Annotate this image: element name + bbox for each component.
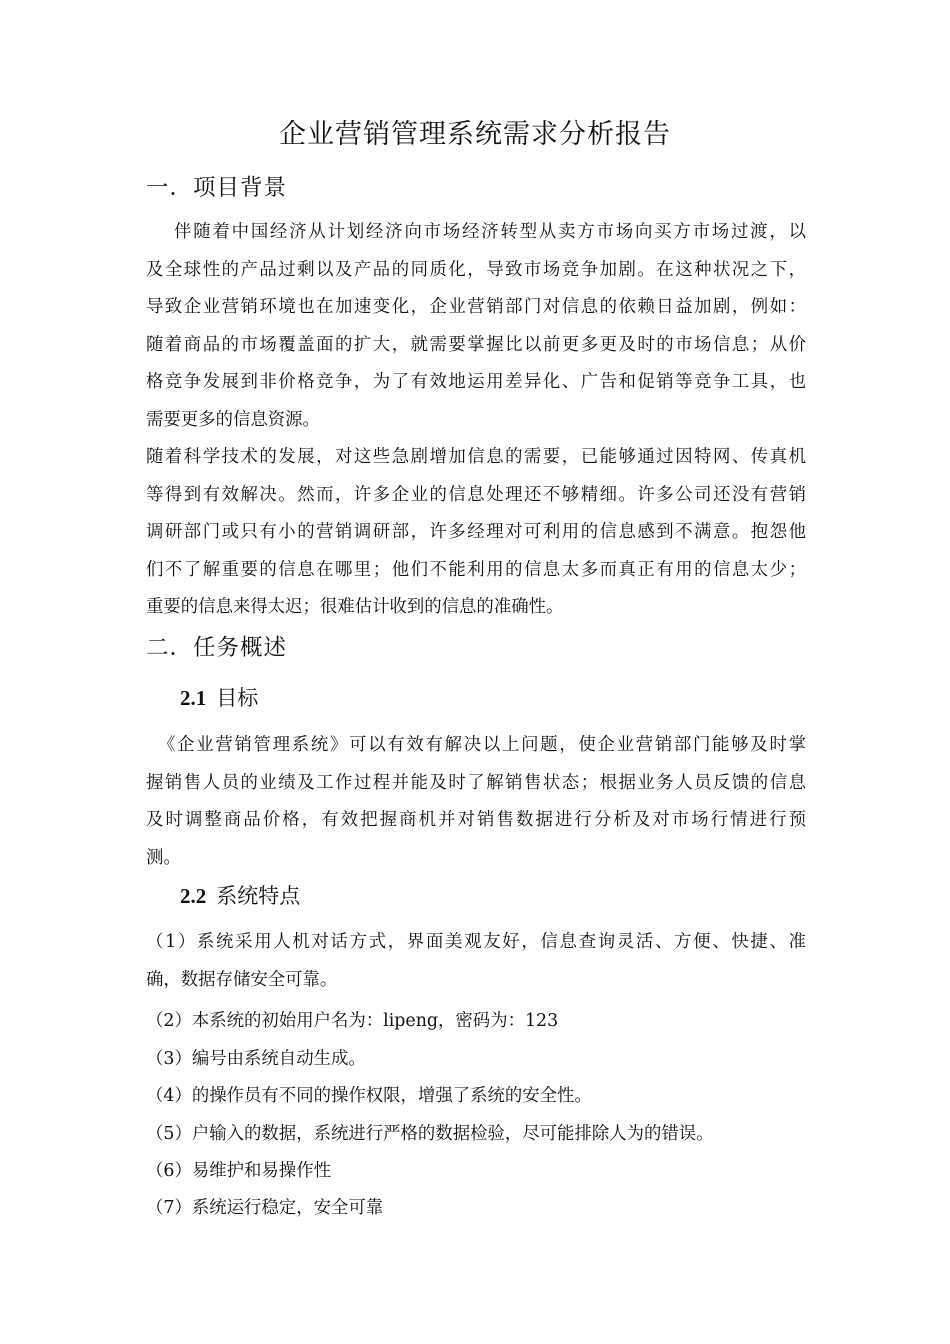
- text-line: 重要的信息来得太迟；很难估计收到的信息的准确性。: [146, 597, 564, 617]
- text-line: 确，数据存储安全可靠。: [146, 969, 338, 990]
- text-line: 随着科学技术的发展，对这些急剧增加信息的需要，已能够通过因特网、传真机: [146, 447, 806, 467]
- paragraph-background-2: [146, 439, 806, 627]
- feature-item-3: （3）编号由系统自动生成。: [146, 1049, 366, 1069]
- section-heading-task-overview: 二．任务概述: [146, 635, 288, 661]
- subsection-number: 2.2: [180, 884, 207, 908]
- text-line: 需要更多的信息资源。: [146, 409, 320, 430]
- text-line: 格竞争发展到非价格竞争，为了有效地运用差异化、广告和促销等竞争工具，也: [146, 372, 806, 392]
- text-line: 《企业营销管理系统》可以有效有解决以上问题，使企业营销部门能够及时掌: [158, 735, 806, 755]
- text-line: 随着商品的市场覆盖面的扩大，就需要掌握比以前更多更及时的市场信息；从价: [146, 334, 806, 355]
- subsection-heading-goal: [180, 682, 258, 712]
- feature-item-6: （6）易维护和易操作性: [146, 1161, 331, 1181]
- feature-item-7: （7）系统运行稳定，安全可靠: [146, 1198, 384, 1218]
- text-line: 测。: [146, 847, 181, 868]
- text-line: 调研部门或只有小的营销调研部，许多经理对可利用的信息感到不满意。抱怨他: [146, 522, 806, 542]
- paragraph-background-1: [146, 214, 806, 439]
- subsection-label: 目标: [216, 686, 259, 710]
- feature-item-5: （5）户输入的数据，系统进行严格的数据检验，尽可能排除人为的错误。: [146, 1124, 714, 1144]
- paragraph-goal: [146, 727, 806, 877]
- text-line: 握销售人员的业绩及工作过程并能及时了解销售状态；根据业务人员反馈的信息: [146, 772, 806, 793]
- subsection-heading-features: [180, 880, 300, 910]
- text-line: 伴随着中国经济从计划经济向市场经济转型从卖方市场向买方市场过渡，以: [174, 222, 806, 242]
- feature-item-2: （2）本系统的初始用户名为：lipeng，密码为：123: [146, 1011, 559, 1031]
- document-title: 企业营销管理系统需求分析报告: [279, 119, 671, 150]
- text-line: 导致企业营销环境也在加速变化，企业营销部门对信息的依赖日益加剧，例如：: [146, 297, 806, 317]
- feature-item-1: [146, 924, 806, 999]
- subsection-label: 系统特点: [216, 884, 301, 908]
- text-line: （1）系统采用人机对话方式，界面美观友好，信息查询灵活、方便、快捷、准: [146, 932, 806, 952]
- text-line: 及全球性的产品过剩以及产品的同质化，导致市场竞争加剧。在这种状况之下，: [146, 259, 806, 280]
- feature-item-4: （4）的操作员有不同的操作权限，增强了系统的安全性。: [146, 1086, 592, 1106]
- section-heading-background: 一．项目背景: [146, 175, 288, 201]
- text-line: 及时调整商品价格，有效把握商机并对销售数据进行分析及对市场行情进行预: [146, 810, 806, 830]
- text-line: 等得到有效解决。然而，许多企业的信息处理还不够精细。许多公司还没有营销: [146, 484, 806, 505]
- text-line: 们不了解重要的信息在哪里；他们不能利用的信息太多而真正有用的信息太少；: [146, 559, 806, 580]
- subsection-number: 2.1: [180, 686, 207, 710]
